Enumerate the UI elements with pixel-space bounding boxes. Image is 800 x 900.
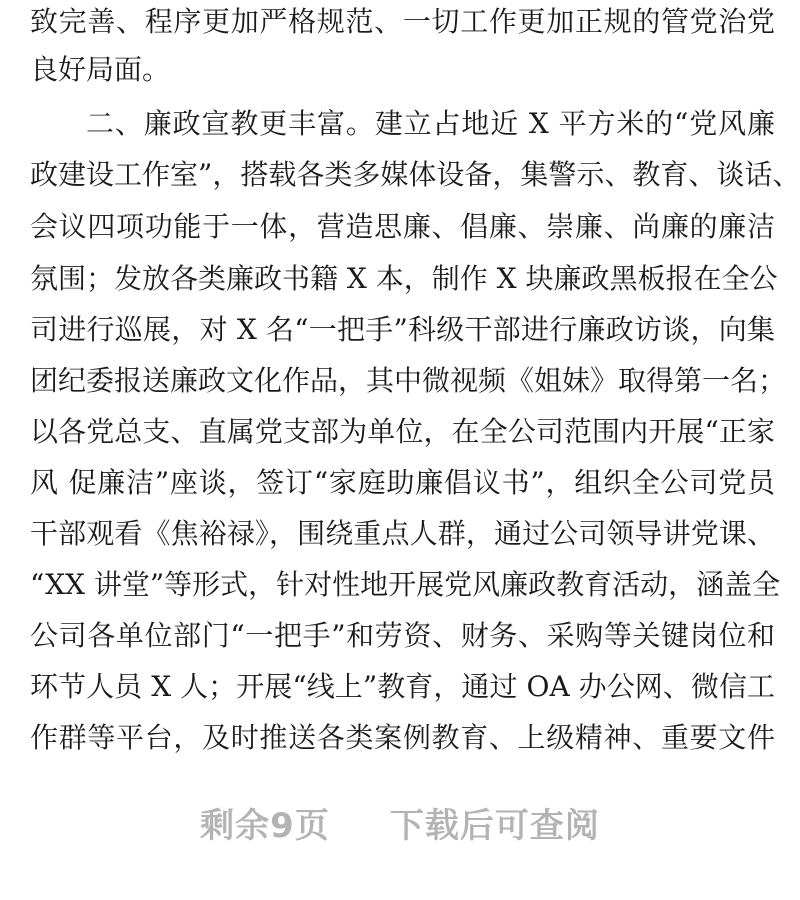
document-line: 公司各单位部门“一把手”和劳资、财务、采购等关键岗位和 bbox=[30, 619, 775, 652]
document-line: 以各党总支、直属党支部为单位，在全公司范围内开展“正家 bbox=[30, 415, 775, 448]
document-line: 氛围；发放各类廉政书籍 X 本，制作 X 块廉政黑板报在全公 bbox=[30, 262, 778, 295]
document-line: 团纪委报送廉政文化作品，其中微视频《姐妹》取得第一名； bbox=[30, 364, 787, 397]
document-line: 二、廉政宣教更丰富。建立占地近 X 平方米的“党风廉 bbox=[86, 107, 775, 140]
document-line: 作群等平台，及时推送各类案例教育、上级精神、重要文件 bbox=[30, 721, 775, 754]
remaining-pages-label: 剩余9页 bbox=[200, 805, 330, 846]
document-line: 会议四项功能于一体，营造思廉、倡廉、崇廉、尚廉的廉洁 bbox=[30, 210, 775, 243]
document-line: 干部观看《焦裕禄》，围绕重点人群，通过公司领导讲党课、 bbox=[30, 517, 775, 550]
document-line: 司进行巡展，对 X 名“一把手”科级干部进行廉政访谈，向集 bbox=[30, 313, 775, 346]
document-line: 环节人员 X 人；开展“线上”教育，通过 OA 办公网、微信工 bbox=[30, 670, 775, 703]
download-banner[interactable] bbox=[0, 792, 800, 852]
document-line: 良好局面。 bbox=[30, 53, 171, 86]
document-line: 风 促廉洁”座谈，签订“家庭助廉倡议书”，组织全公司党员 bbox=[30, 466, 775, 499]
document-line: 致完善、程序更加严格规范、一切工作更加正规的管党治党 bbox=[30, 5, 775, 38]
download-hint-link[interactable]: 下载后可查阅 bbox=[389, 805, 600, 846]
document-line: “XX 讲堂”等形式，针对性地开展党风廉政教育活动，涵盖全 bbox=[30, 568, 781, 601]
document-line: 政建设工作室”，搭载各类多媒体设备，集警示、教育、谈话、 bbox=[30, 158, 800, 191]
